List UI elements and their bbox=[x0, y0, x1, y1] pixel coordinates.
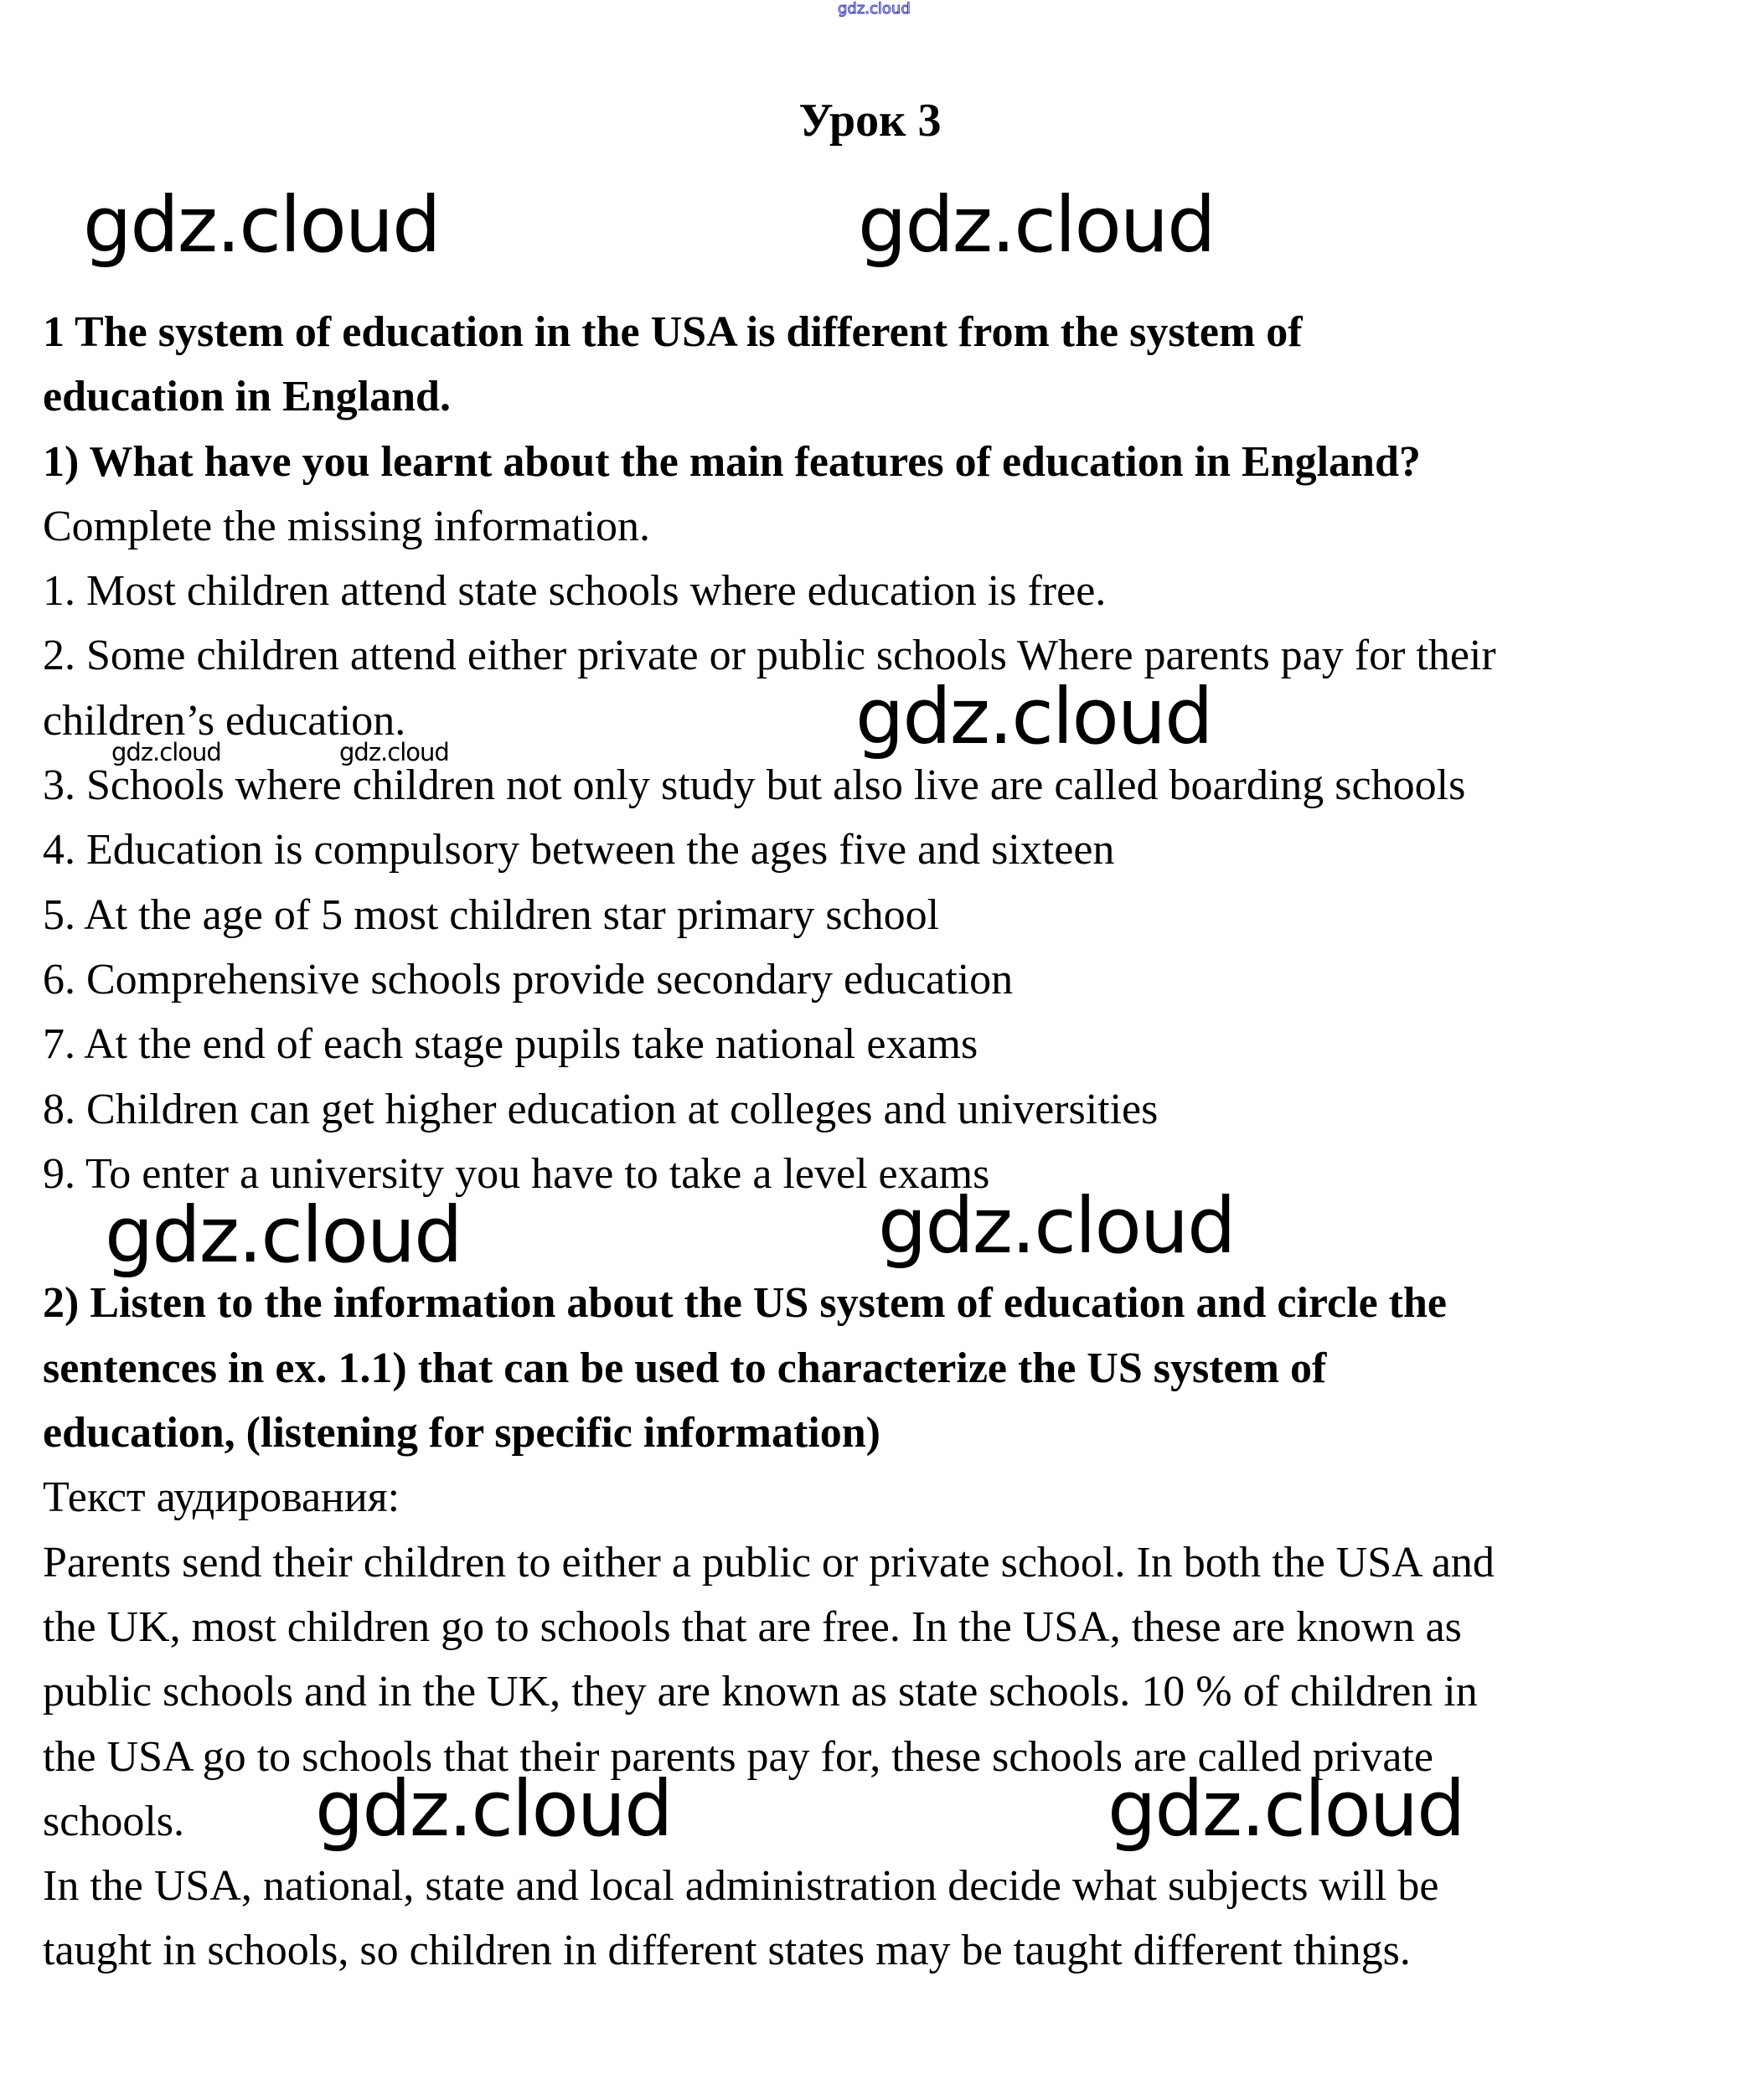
watermark: gdz.cloud bbox=[315, 1764, 672, 1854]
exercise-1-heading: education in England. bbox=[43, 373, 451, 421]
answer-line: children’s education. bbox=[43, 696, 406, 745]
watermark: gdz.cloud bbox=[858, 180, 1215, 270]
answer-line: 4. Education is compulsory between the ages five and sixteen bbox=[43, 826, 1115, 875]
answer-line: 7. At the end of each stage pupils take national exams bbox=[43, 1020, 978, 1069]
listening-text: the USA go to schools that their parents pay for, these schools are called private bbox=[43, 1732, 1434, 1781]
task-1-heading: 1) What have you learnt about the main features of education in England? bbox=[43, 437, 1421, 486]
task-2-heading: sentences in ex. 1.1) that can be used to characterize the US system of bbox=[43, 1344, 1327, 1392]
exercise-1-heading: 1 The system of education in the USA is different from the system of bbox=[43, 308, 1303, 356]
listening-text: Parents send their children to either a public or private school. In both the USA and bbox=[43, 1538, 1495, 1587]
document-body bbox=[43, 300, 1710, 1984]
answer-line: 2. Some children attend either private or public schools Where parents pay for their bbox=[43, 632, 1496, 680]
listening-label: Текст аудирования: bbox=[43, 1473, 400, 1522]
watermark-small: gdz.cloud bbox=[339, 738, 449, 766]
watermark: gdz.cloud bbox=[855, 672, 1212, 761]
listening-text: In the USA, national, state and local administration decide what subjects will be bbox=[43, 1862, 1439, 1911]
watermark: gdz.cloud bbox=[878, 1181, 1235, 1271]
listening-text: public schools and in the UK, they are known as state schools. 10 % of children in bbox=[43, 1668, 1478, 1716]
page-title: Урок 3 bbox=[798, 95, 942, 147]
watermark: gdz.cloud bbox=[83, 180, 440, 270]
task-2-heading: 2) Listen to the information about the US system of education and circle the bbox=[43, 1279, 1447, 1328]
watermark-top: gdz.cloud bbox=[838, 0, 911, 18]
answer-line: 3. Schools where children not only study but also live are called boarding schools bbox=[43, 761, 1466, 810]
answer-line: 8. Children can get higher education at colleges and universities bbox=[43, 1085, 1159, 1133]
watermark-small: gdz.cloud bbox=[111, 738, 221, 766]
instruction: Complete the missing information. bbox=[43, 502, 651, 550]
answer-line: 6. Comprehensive schools provide secondary education bbox=[43, 955, 1014, 1004]
listening-text: the UK, most children go to schools that are free. In the USA, these are known as bbox=[43, 1602, 1462, 1651]
watermark: gdz.cloud bbox=[105, 1190, 462, 1280]
answer-line: 5. At the age of 5 most children star primary school bbox=[43, 890, 940, 939]
listening-text: taught in schools, so children in different states may be taught different things. bbox=[43, 1927, 1411, 1975]
answer-line: 9. To enter a university you have to take a level exams bbox=[43, 1149, 990, 1198]
answer-line: 1. Most children attend state schools where education is free. bbox=[43, 567, 1107, 616]
watermark: gdz.cloud bbox=[1108, 1764, 1464, 1854]
task-2-heading: education, (listening for specific information) bbox=[43, 1409, 880, 1458]
listening-text: schools. bbox=[43, 1797, 184, 1845]
